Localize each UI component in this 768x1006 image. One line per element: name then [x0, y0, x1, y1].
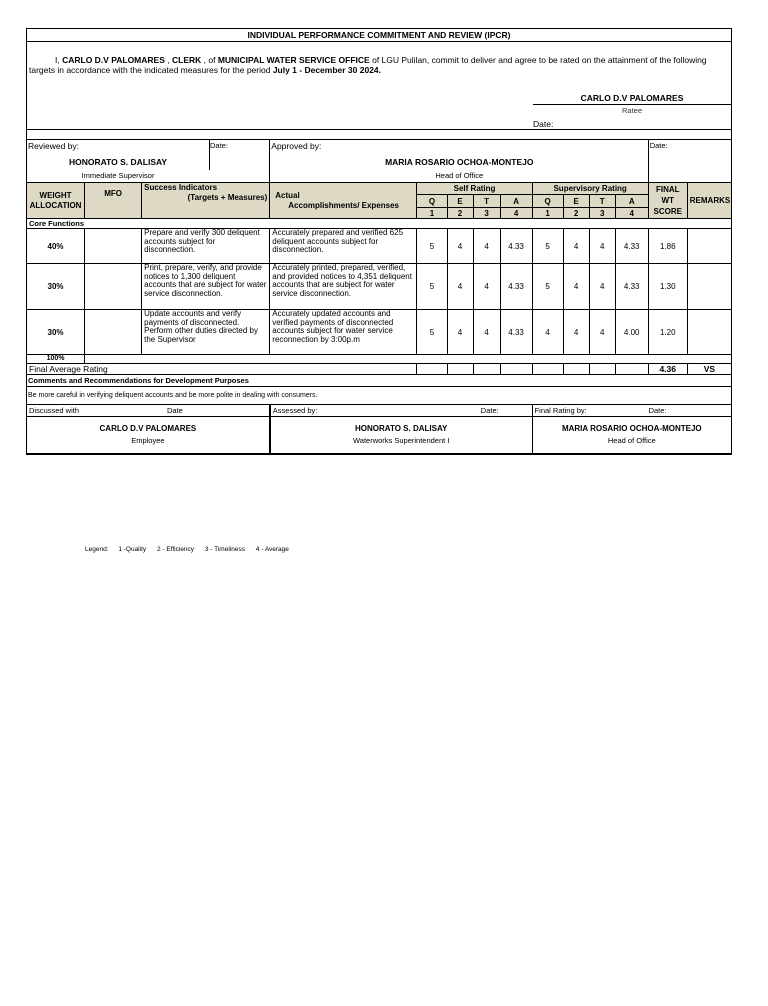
sup-a: 4.33	[615, 264, 648, 310]
avg-empty	[447, 364, 473, 375]
final-rating-label: Final Rating by:	[534, 406, 587, 415]
final-rating-date-label: Date:	[648, 406, 667, 415]
rating-period: July 1 - December 30 2024.	[272, 65, 382, 75]
reviewer-role: Immediate Supervisor	[81, 171, 155, 180]
assessed-date-label: Date:	[480, 406, 499, 415]
self-t: 4	[473, 264, 500, 310]
final-average-label: Final Average Rating	[27, 364, 417, 375]
rating-number: 4	[615, 208, 648, 219]
sup-q: 5	[532, 229, 563, 264]
actual-cell: Accurately prepared and verified 625 deliquent accounts subject for disconnection.	[270, 229, 417, 264]
total-weight-filler	[85, 355, 732, 364]
self-rating-header: Self Rating	[417, 183, 532, 195]
approver-name: MARIA ROSARIO OCHOA-MONTEJO	[385, 157, 534, 167]
self-a: 4.33	[500, 264, 532, 310]
actual-cell: Accurately printed, prepared, verified, and provided notices to 4,351 deliquent accounts that are subject for water service disconnection.	[270, 264, 417, 310]
discussed-date-label: Date	[167, 406, 183, 415]
weight-header: WEIGHT ALLOCATION	[27, 183, 85, 219]
legend-item: 2 - Efficiency	[156, 546, 195, 553]
comments-block	[27, 375, 732, 405]
approver-role: Head of Office	[435, 171, 484, 180]
avg-empty	[615, 364, 648, 375]
rating-number: 2	[447, 208, 473, 219]
avg-empty	[563, 364, 589, 375]
table-row	[27, 229, 732, 264]
rating-number: 4	[500, 208, 532, 219]
self-a: 4.33	[500, 310, 532, 355]
rating-number: 3	[473, 208, 500, 219]
mfo-cell	[85, 310, 142, 355]
legend	[85, 546, 289, 553]
discussed-with-label: Discussed with	[29, 406, 80, 415]
approved-by-cell	[270, 140, 648, 183]
ratee-name: CARLO D.V PALOMARES	[580, 93, 684, 103]
final-score-header: FINAL WT SCORE	[648, 183, 687, 219]
weight-cell: 30%	[27, 264, 85, 310]
final-rater-name: MARIA ROSARIO OCHOA-MONTEJO	[561, 424, 702, 434]
final-rater-signoff	[532, 417, 731, 454]
sup-t: 4	[589, 264, 615, 310]
assessor-signoff-name: HONORATO S. DALISAY	[355, 424, 448, 434]
self-e: 4	[447, 229, 473, 264]
final-score-cell: 1.86	[648, 229, 687, 264]
actual-header: Actual Accomplishments/ Expenses	[270, 183, 417, 219]
self-t: 4	[473, 229, 500, 264]
sup-q: 4	[532, 310, 563, 355]
ratee-date-label: Date:	[533, 119, 554, 129]
sup-e: 4	[563, 310, 589, 355]
reviewer-name: HONORATO S. DALISAY	[68, 157, 168, 167]
self-e: 4	[447, 264, 473, 310]
mfo-cell	[85, 229, 142, 264]
commitment-block	[27, 42, 732, 140]
sup-q: 5	[532, 264, 563, 310]
actual-cell: Accurately updated accounts and verified payments of disconnected accounts subject for water service reconnection by 3:00p.m	[270, 310, 417, 355]
legend-label: Legend:	[85, 546, 109, 553]
ipcr-table	[26, 28, 732, 455]
indicator-cell: Print, prepare, verify, and provide notices to 1,300 deliquent accounts that are subject for water service disconnection.	[142, 264, 270, 310]
total-weight: 100%	[27, 355, 85, 364]
self-t: 4	[473, 310, 500, 355]
sup-e: 4	[563, 264, 589, 310]
comments-label: Comments and Recommendations for Development Purposes	[27, 375, 731, 387]
weight-cell: 30%	[27, 310, 85, 355]
supervisory-rating-header: Supervisory Rating	[532, 183, 648, 195]
assessed-by-cell	[270, 405, 532, 417]
ratee-role: Ratee	[621, 106, 642, 115]
rating-number: 1	[532, 208, 563, 219]
avg-empty	[473, 364, 500, 375]
avg-empty	[532, 364, 563, 375]
self-q: 5	[417, 264, 447, 310]
legend-item: 1 -Quality	[118, 546, 147, 553]
discussed-with-cell	[27, 405, 270, 417]
legend-item: 4 - Average	[255, 546, 289, 553]
final-rating-cell	[532, 405, 731, 417]
approved-by-label: Approved by:	[271, 141, 322, 151]
sup-a: 4.00	[615, 310, 648, 355]
mfo-cell	[85, 264, 142, 310]
rating-letter-q: Q	[417, 195, 447, 208]
employee-signoff-name: CARLO D.V PALOMARES	[99, 424, 197, 434]
commitment-statement: I, CARLO D.V PALOMARES , CLERK , of MUNICIPAL WATER SERVICE OFFICE of LGU Pulilan, commit to deliver and agree to be rated on the attainment of the following targets in accordance with the indicated measures for the period July 1 - December 30 2024.	[29, 55, 707, 75]
rating-letter-a: A	[500, 195, 532, 208]
sup-e: 4	[563, 229, 589, 264]
employee-name: CARLO D.V PALOMARES	[62, 55, 165, 65]
approve-date-label: Date:	[648, 140, 731, 183]
remarks-cell	[687, 310, 731, 355]
sup-t: 4	[589, 229, 615, 264]
reviewed-by-cell	[27, 140, 270, 183]
avg-empty	[589, 364, 615, 375]
ratee-line	[533, 104, 731, 105]
remarks-cell	[687, 229, 731, 264]
success-header: Success Indicators (Targets + Measures)	[142, 183, 270, 219]
assessor-signoff-role: Waterworks Superintendent I	[352, 436, 450, 446]
final-score-cell: 1.20	[648, 310, 687, 355]
ipcr-form	[26, 28, 732, 455]
reviewed-by-label: Reviewed by:	[28, 141, 80, 151]
indicator-cell: Prepare and verify 300 deliquent accounts subject for disconnection.	[142, 229, 270, 264]
final-average-remark: VS	[687, 364, 731, 375]
indicator-cell: Update accounts and verify payments of disconnected. Perform other duties directed by the Supervisor	[142, 310, 270, 355]
weight-cell: 40%	[27, 229, 85, 264]
review-date-label: Date:	[210, 141, 228, 150]
self-q: 5	[417, 229, 447, 264]
employee-signoff	[27, 417, 270, 454]
comments-text: Be more careful in verifying deliquent accounts and be more polite in dealing with consumers.	[28, 392, 318, 399]
legend-item: 3 - Timeliness	[204, 546, 245, 553]
assessor-signoff	[270, 417, 532, 454]
mfo-header: MFO	[85, 183, 142, 219]
self-a: 4.33	[500, 229, 532, 264]
remarks-header: REMARKS	[687, 183, 731, 219]
final-score-cell: 1.30	[648, 264, 687, 310]
rating-number: 3	[589, 208, 615, 219]
employee-position: CLERK	[171, 55, 202, 65]
sup-a: 4.33	[615, 229, 648, 264]
rating-number: 1	[417, 208, 447, 219]
avg-empty	[417, 364, 447, 375]
rating-letter-t: T	[473, 195, 500, 208]
employee-signoff-role: Employee	[131, 436, 165, 446]
self-q: 5	[417, 310, 447, 355]
commitment-divider	[27, 129, 732, 130]
remarks-cell	[687, 264, 731, 310]
office-name: MUNICIPAL WATER SERVICE OFFICE	[217, 55, 370, 65]
form-title: INDIVIDUAL PERFORMANCE COMMITMENT AND REVIEW (IPCR)	[27, 29, 732, 42]
rating-letter-e: E	[447, 195, 473, 208]
final-rater-role: Head of Office	[607, 436, 656, 446]
sup-t: 4	[589, 310, 615, 355]
table-row	[27, 310, 732, 355]
rating-number: 2	[563, 208, 589, 219]
assessed-by-label: Assessed by:	[272, 406, 318, 415]
self-e: 4	[447, 310, 473, 355]
table-row	[27, 264, 732, 310]
rating-letter-e: E	[563, 195, 589, 208]
rating-letter-q: Q	[532, 195, 563, 208]
core-functions-label: Core Functions	[27, 219, 732, 229]
avg-empty	[500, 364, 532, 375]
rating-letter-a: A	[615, 195, 648, 208]
final-average-score: 4.36	[648, 364, 687, 375]
rating-letter-t: T	[589, 195, 615, 208]
